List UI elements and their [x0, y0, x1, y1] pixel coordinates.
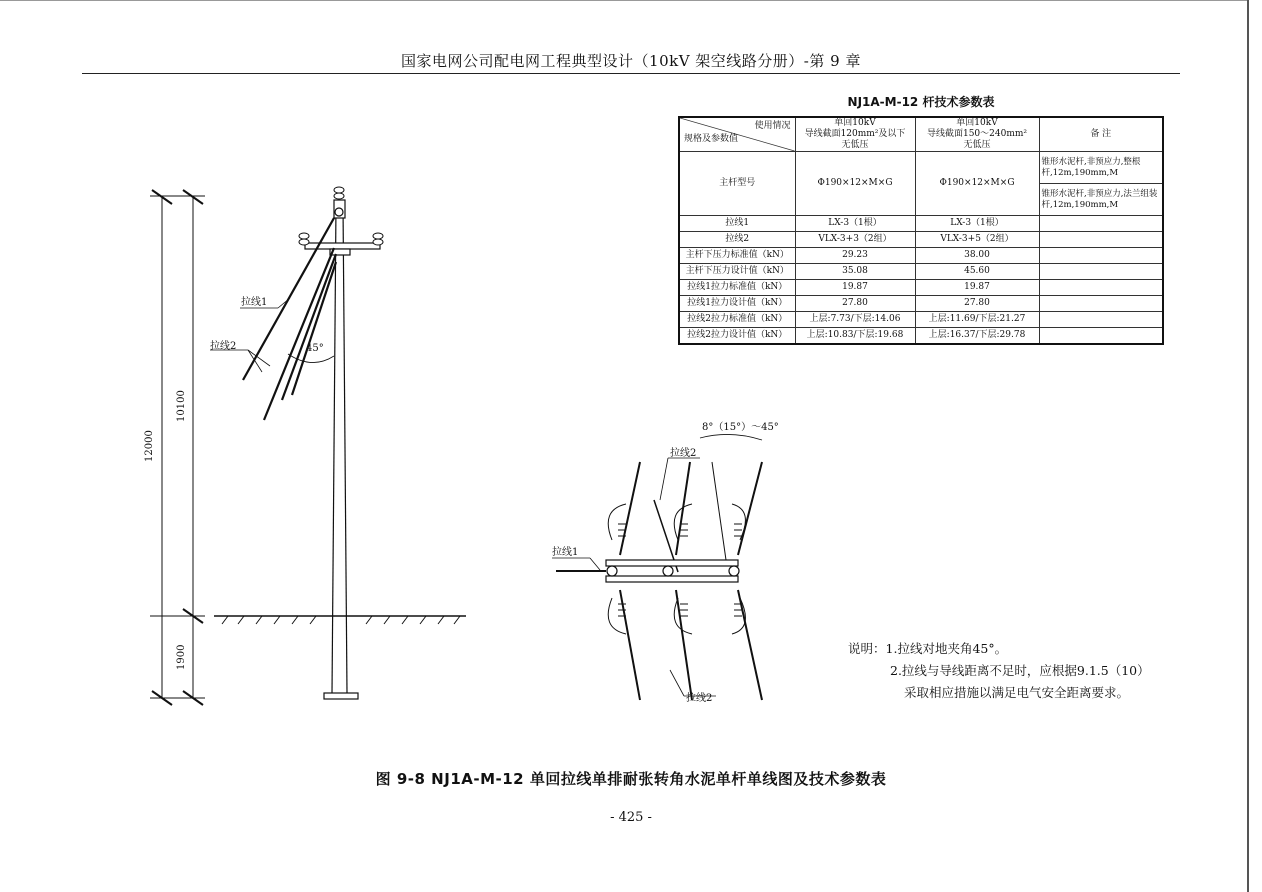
pole-type-value-2: Φ190×12×M×G	[915, 152, 1039, 216]
row-label: 拉线1拉力设计值（kN）	[679, 296, 795, 312]
col2-line1: 单回10kV	[956, 118, 998, 128]
row-value-1: VLX-3+3（2组）	[795, 232, 915, 248]
row-value-2: LX-3（1根）	[915, 216, 1039, 232]
col1-line3: 无低压	[841, 140, 869, 150]
angle-label: 45°	[306, 343, 324, 354]
row-value-1: 29.23	[795, 248, 915, 264]
row-value-1: 上层:7.73/下层:14.06	[795, 312, 915, 328]
col1-line2: 导线截面120mm²及以下	[804, 129, 906, 139]
note-3: 采取相应措施以满足电气安全距离要求。	[904, 685, 1130, 700]
row-value-2: 19.87	[915, 280, 1039, 296]
row-value-2: 上层:16.37/下层:29.78	[915, 328, 1039, 345]
row-label: 主杆下压力设计值（kN）	[679, 264, 795, 280]
row-value-1: 27.80	[795, 296, 915, 312]
plan-guy2-bottom-label: 拉线2	[686, 693, 713, 704]
row-label: 拉线1拉力标准值（kN）	[679, 280, 795, 296]
row-label: 拉线2拉力设计值（kN）	[679, 328, 795, 345]
row-value-1: 35.08	[795, 264, 915, 280]
note-1: 1.拉线对地夹角45°。	[885, 641, 1008, 656]
row-label: 拉线2拉力标准值（kN）	[679, 312, 795, 328]
drawing-notes	[848, 638, 1150, 704]
page-header-title: 国家电网公司配电网工程典型设计（10kV 架空线路分册）-第 9 章	[401, 52, 861, 70]
pole-type-label: 主杆型号	[679, 152, 795, 216]
row-label: 主杆下压力标准值（kN）	[679, 248, 795, 264]
guy1-label: 拉线1	[241, 297, 268, 308]
notes-prefix: 说明：	[848, 641, 886, 656]
plan-crossarm	[606, 560, 739, 582]
row-value-1: LX-3（1根）	[795, 216, 915, 232]
row-value-2: 上层:11.69/下层:21.27	[915, 312, 1039, 328]
pole-type-note-2: 锥形水泥杆,非预应力,法兰组装杆,12m,190mm,M	[1039, 184, 1163, 216]
row-value-2: 38.00	[915, 248, 1039, 264]
corner-bottom-label: 规格及参数值	[684, 134, 739, 144]
note-2: 2.拉线与导线距离不足时，应根据9.1.5（10）	[890, 663, 1150, 678]
corner-top-label: 使用情况	[754, 121, 791, 131]
plan-view	[552, 421, 779, 704]
pole-type-note-1: 锥形水泥杆,非预应力,整根杆,12m,190mm,M	[1039, 152, 1163, 184]
row-value-1: 上层:10.83/下层:19.68	[795, 328, 915, 345]
dimension-above-ground: 10100	[176, 390, 187, 422]
col1-line1: 单回10kV	[834, 118, 876, 128]
row-label: 拉线1	[679, 216, 795, 232]
pole-elevation-view	[144, 187, 466, 705]
column-header-remarks: 备 注	[1039, 117, 1163, 152]
ground-line	[214, 616, 466, 624]
note-line-1	[848, 638, 1150, 660]
plan-guy2-top-label: 拉线2	[670, 448, 697, 459]
plan-guy1-label: 拉线1	[552, 547, 579, 558]
row-value-2: VLX-3+5（2组）	[915, 232, 1039, 248]
row-value-2: 45.60	[915, 264, 1039, 280]
row-value-2: 27.80	[915, 296, 1039, 312]
dimension-below-ground: 1900	[176, 644, 187, 670]
col2-line3: 无低压	[963, 140, 991, 150]
row-value-1: 19.87	[795, 280, 915, 296]
guy2-label: 拉线2	[210, 341, 237, 352]
row-label: 拉线2	[679, 232, 795, 248]
dimension-lines	[150, 190, 205, 705]
table-title: NJ1A-M-12 杆技术参数表	[847, 95, 995, 109]
page-number: - 425 -	[610, 810, 652, 825]
col2-line2: 导线截面150～240mm²	[926, 129, 1028, 139]
plan-angle-range: 8°（15°）～45°	[702, 422, 779, 433]
dimension-total-height: 12000	[144, 430, 155, 462]
pole-type-value-1: Φ190×12×M×G	[795, 152, 915, 216]
figure-caption: 图 9-8 NJ1A-M-12 单回拉线单排耐张转角水泥单杆单线图及技术参数表	[375, 770, 887, 788]
